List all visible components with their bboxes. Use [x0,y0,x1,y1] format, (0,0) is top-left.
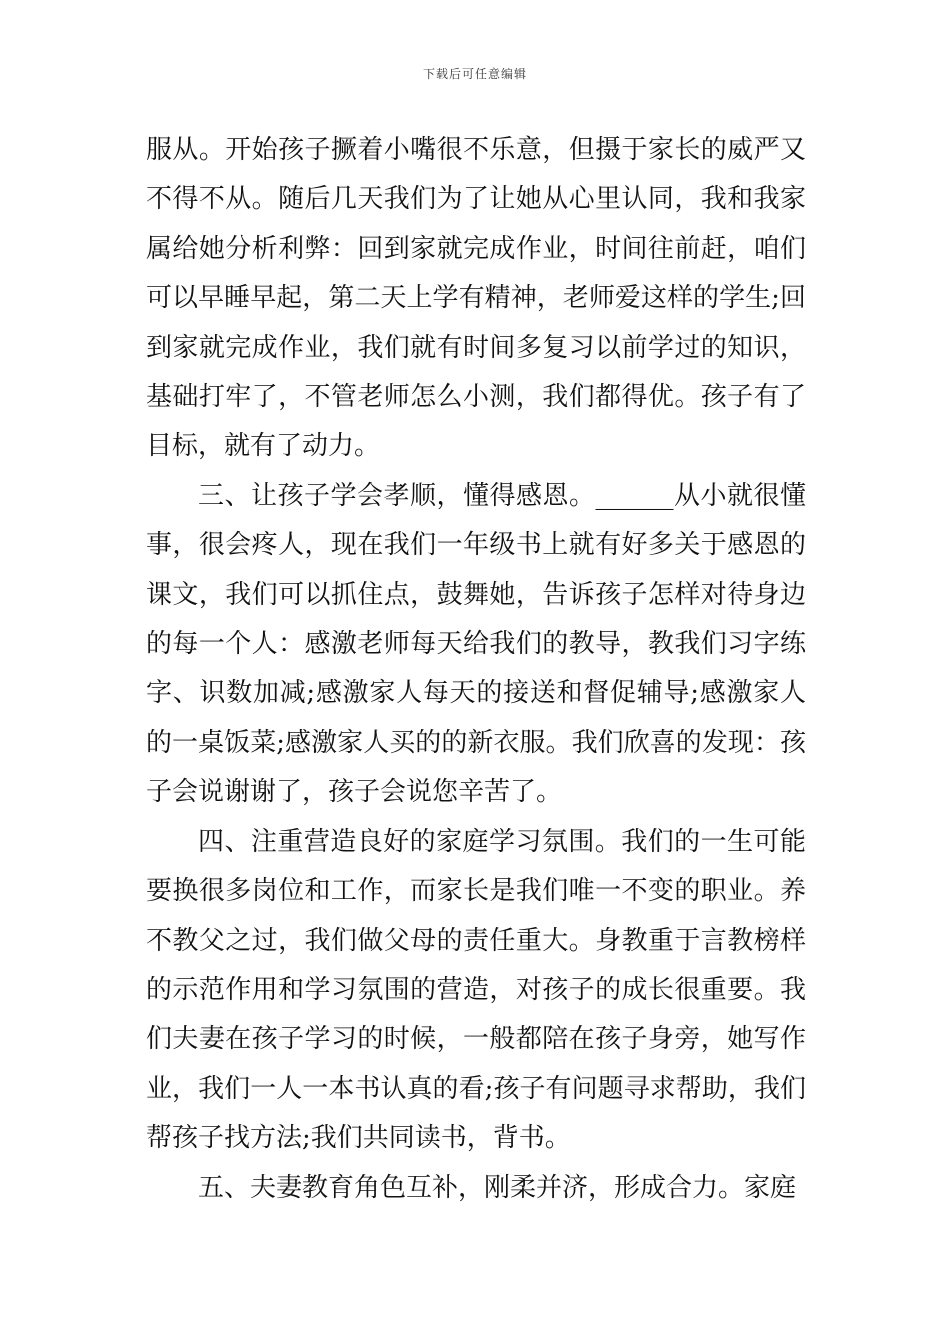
paragraph-study-atmosphere: 四、注重营造良好的家庭学习氛围。我们的一生可能要换很多岗位和工作，而家长是我们唯一不变的职业。养不教父之过，我们做父母的责任重大。身教重于言教榜样的示范作用和学习氛围的营造，对孩子的成长很重要。我们夫妻在孩子学习的时候，一般都陪在孩子身旁，她写作业，我们一人一本书认真的看;孩子有问题寻求帮助，我们帮孩子找方法;我们共同读书，背书。 [146,826,806,1154]
paragraph-gratitude: 三、让孩子学会孝顺，懂得感恩。______从小就很懂事，很会疼人，现在我们一年级书上就有好多关于感恩的课文，我们可以抓住点，鼓舞她，告诉孩子怎样对待身边的每一个人：感激老师每天给我们的教导，教我们习字练字、识数加减;感激家人每天的接送和督促辅导;感激家人的一桌饭菜;感激家人买的的新衣服。我们欣喜的发现：孩子会说谢谢了，孩子会说您辛苦了。 [146,480,806,808]
paragraph-continuation: 服从。开始孩子撅着小嘴很不乐意，但摄于家长的威严又不得不从。随后几天我们为了让她从心里认同，我和我家属给她分析利弊：回到家就完成作业，时间往前赶，咱们可以早睡早起，第二天上学有精神，老师爱这样的学生;回到家就完成作业，我们就有时间多复习以前学过的知识，基础打牢了，不管老师怎么小测，我们都得优。孩子有了目标，就有了动力。 [146,135,806,462]
document-body [146,126,806,1213]
page-header: 下载后可任意编辑 [422,67,527,81]
paragraph-parent-roles: 五、夫妻教育角色互补，刚柔并济，形成合力。家庭 [198,1172,797,1203]
